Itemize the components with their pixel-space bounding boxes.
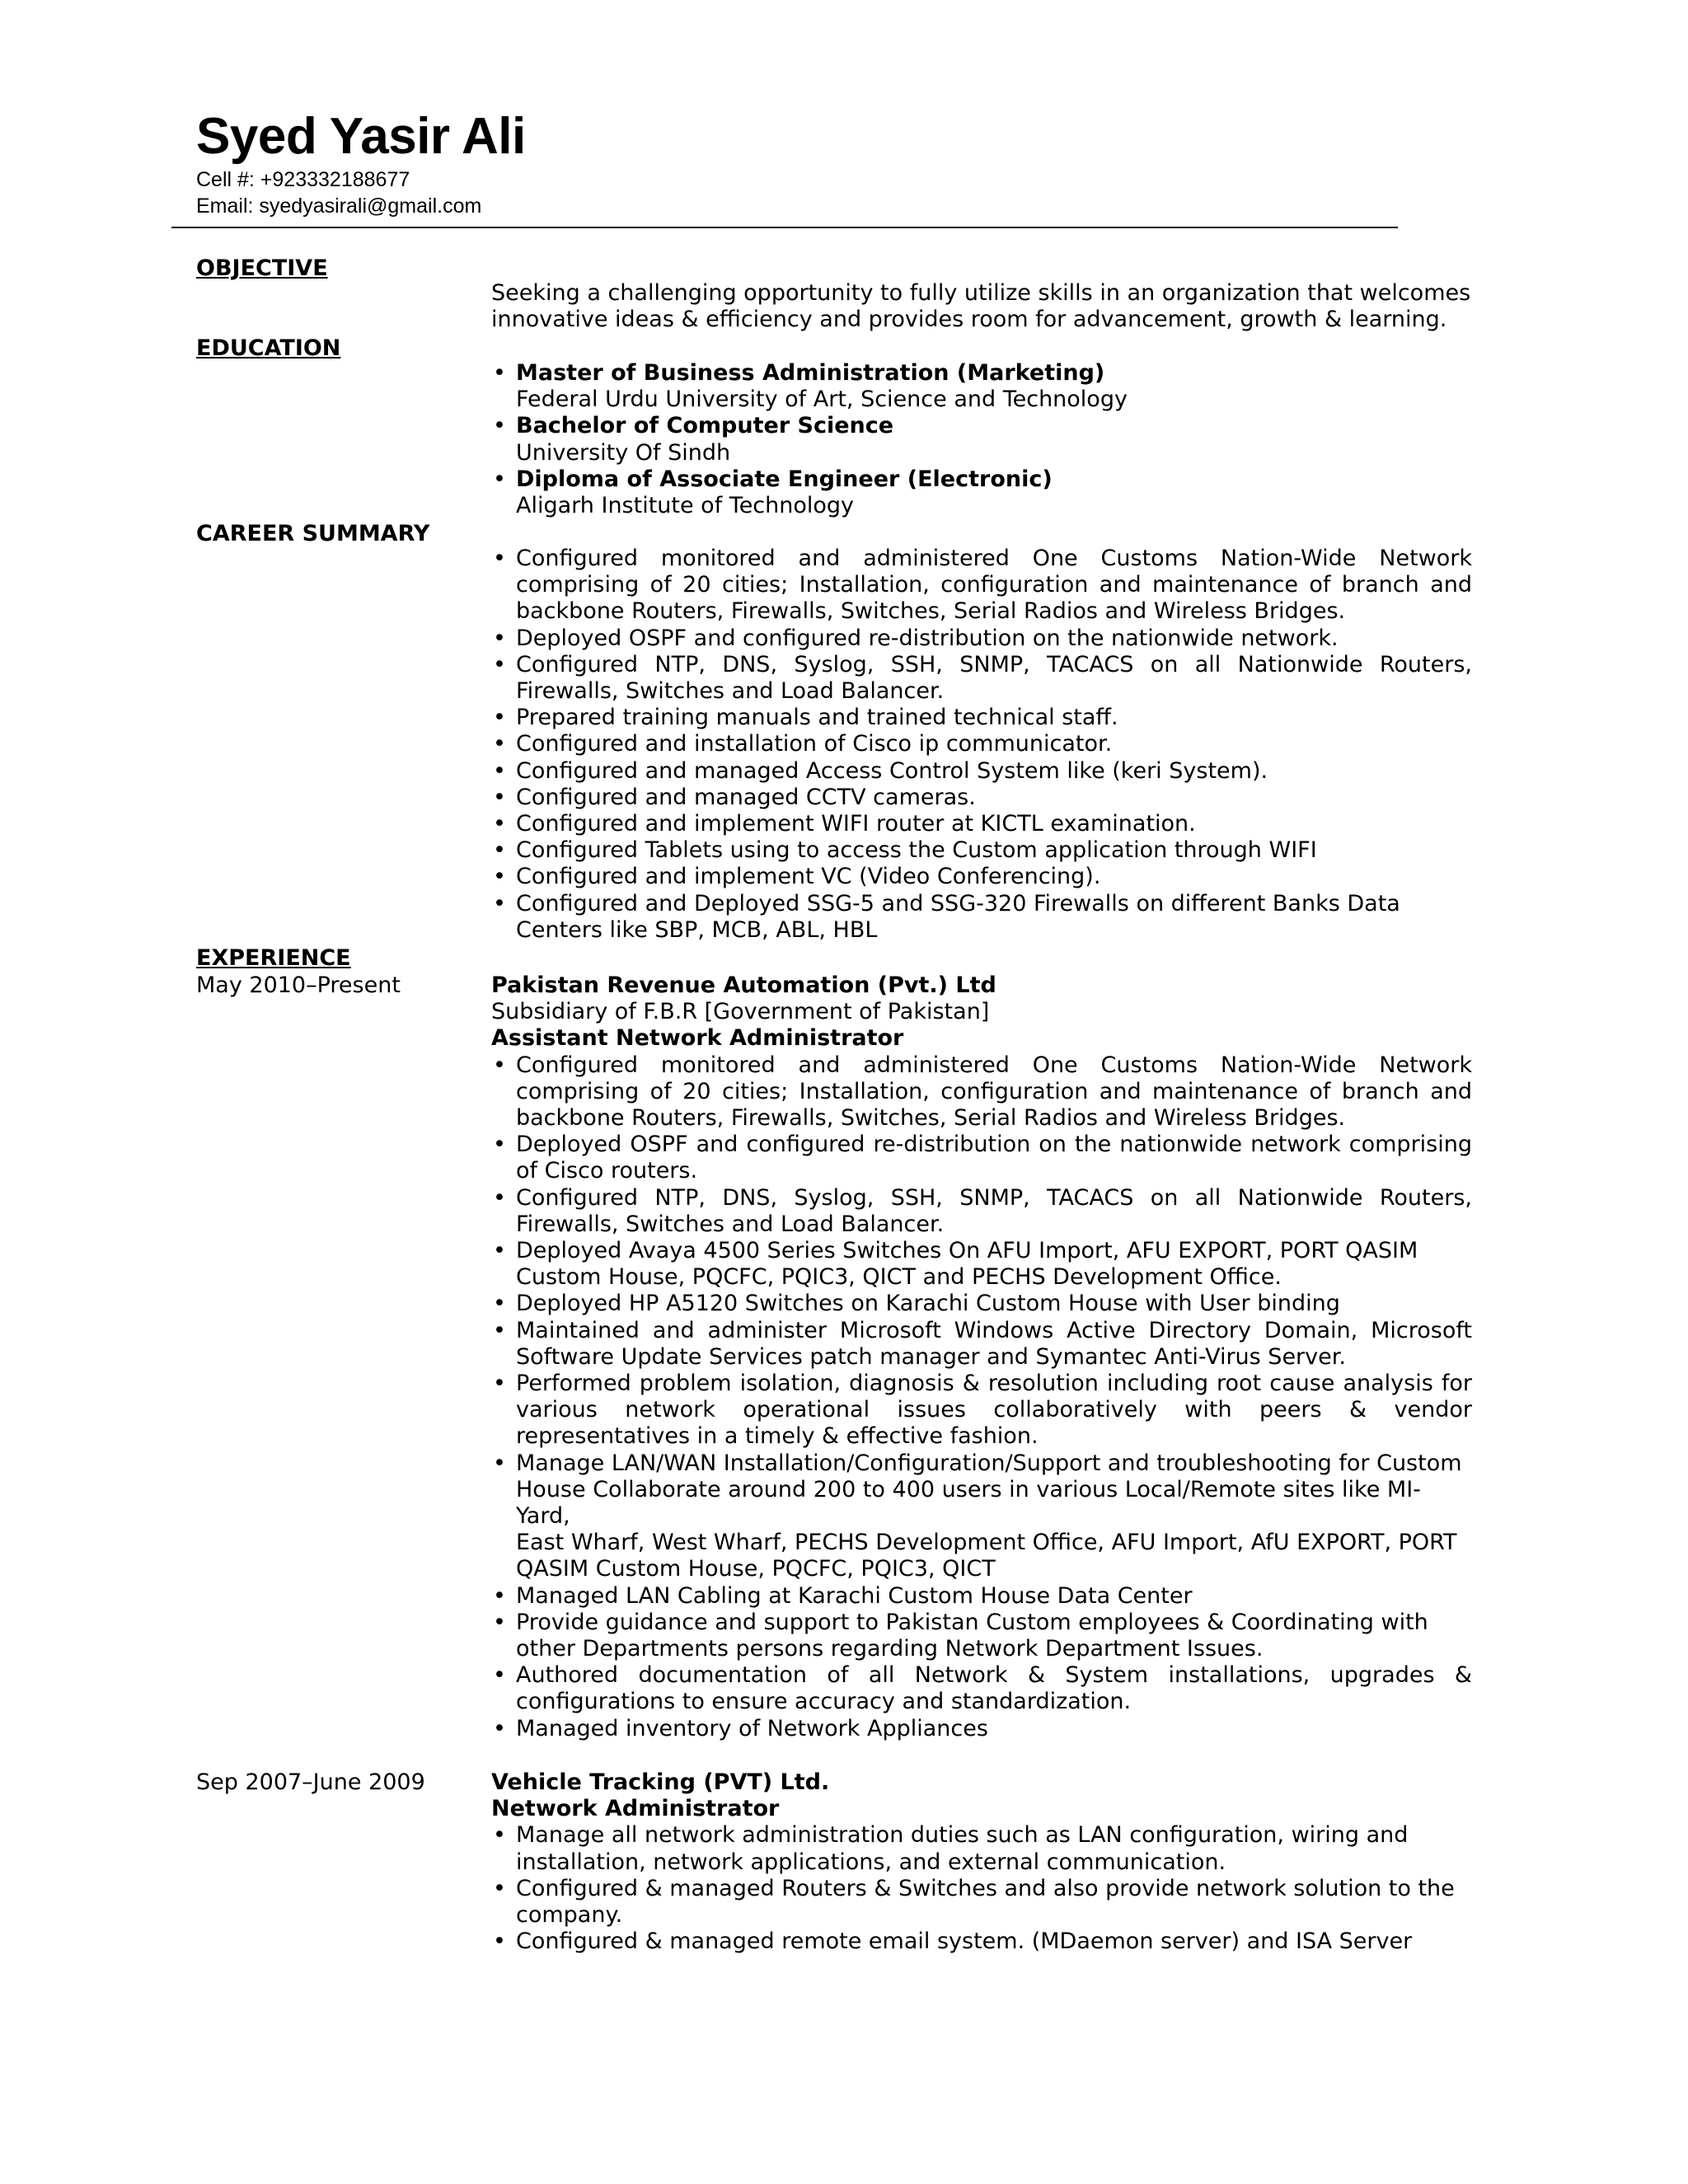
list-item: • Configured and implement VC (Video Conferencing). <box>491 864 1472 890</box>
list-item: • Configured monitored and administered One Customs Nation-Wide Network comprising of 20 cities; Installation, configuration and maintenance of branch and backbone Routers, Firewalls, Switches, Serial Radios and Wireless Bridges. <box>491 1052 1472 1132</box>
list-item: • Configured and managed CCTV cameras. <box>491 785 1472 811</box>
job-title: Network Administrator <box>491 1796 780 1822</box>
list-item: • Manage all network administration duties such as LAN configuration, wiring and installation, network applications, and external communication. <box>491 1822 1472 1875</box>
education-item <box>491 466 1472 519</box>
list-item: • Prepared training manuals and trained technical staff. <box>491 705 1472 731</box>
list-item: • Configured & managed Routers & Switches and also provide network solution to the company. <box>491 1876 1472 1929</box>
list-item: • Configured Tablets using to access the Custom application through WIFI <box>491 837 1472 864</box>
school: University Of Sindh <box>516 439 731 466</box>
company-name: Vehicle Tracking (PVT) Ltd. <box>491 1769 830 1795</box>
education-list <box>491 360 1472 519</box>
header-divider <box>171 227 1398 228</box>
list-item: • Configured NTP, DNS, Syslog, SSH, SNMP, TACACS on all Nationwide Routers, Firewalls, Switches and Load Balancer. <box>491 652 1472 705</box>
education-item <box>491 360 1472 413</box>
school: Aligarh Institute of Technology <box>516 493 855 519</box>
career-summary-list <box>491 546 1472 944</box>
career-summary-heading: CAREER SUMMARY <box>196 521 430 546</box>
degree: • Diploma of Associate Engineer (Electronic) <box>516 466 1053 492</box>
experience-2 <box>491 1769 1472 1955</box>
experience-1-dates: May 2010–Present <box>196 972 401 998</box>
list-item: • Performed problem isolation, diagnosis & resolution including root cause analysis for various network operational issues collaboratively with peers & vendor representatives in a timely & effective fashion. <box>491 1371 1472 1451</box>
list-item: • Configured monitored and administered One Customs Nation-Wide Network comprising of 20 cities; Installation, configuration and maintenance of branch and backbone Routers, Firewalls, Switches, Serial Radios and Wireless Bridges. <box>491 546 1472 626</box>
list-item: • Managed LAN Cabling at Karachi Custom House Data Center <box>491 1583 1472 1610</box>
list-item: • Configured and installation of Cisco ip communicator. <box>491 731 1472 757</box>
degree: • Master of Business Administration (Marketing) <box>516 360 1105 386</box>
list-item: • Configured and Deployed SSG-5 and SSG-320 Firewalls on different Banks Data Centers like SBP, MCB, ABL, HBL <box>491 891 1472 944</box>
job-title: Assistant Network Administrator <box>491 1025 904 1052</box>
list-item: • Deployed OSPF and configured re-distribution on the nationwide network comprising of Cisco routers. <box>491 1132 1472 1184</box>
school: Federal Urdu University of Art, Science and Technology <box>516 387 1128 413</box>
email-address: Email: syedyasirali@gmail.com <box>196 194 482 218</box>
cell-number: Cell #: +923332188677 <box>196 168 410 191</box>
company-subsidiary: Subsidiary of F.B.R [Government of Pakistan] <box>491 999 990 1025</box>
experience-1 <box>491 972 1472 1742</box>
education-item <box>491 413 1472 466</box>
list-item: • Deployed OSPF and configured re-distribution on the nationwide network. <box>491 626 1472 652</box>
list-item: • Configured and implement WIFI router at KICTL examination. <box>491 811 1472 837</box>
list-item: • Configured and managed Access Control System like (keri System). <box>491 758 1472 785</box>
list-item: • Configured NTP, DNS, Syslog, SSH, SNMP, TACACS on all Nationwide Routers, Firewalls, Switches and Load Balancer. <box>491 1185 1472 1238</box>
experience-2-dates: Sep 2007–June 2009 <box>196 1769 425 1795</box>
education-heading: EDUCATION <box>196 335 341 361</box>
candidate-name: Syed Yasir Ali <box>196 108 526 165</box>
objective-heading: OBJECTIVE <box>196 255 328 281</box>
list-item: • Deployed HP A5120 Switches on Karachi Custom House with User binding <box>491 1291 1472 1317</box>
list-item: • Maintained and administer Microsoft Windows Active Directory Domain, Microsoft Software Update Services patch manager and Symantec Anti-Virus Server. <box>491 1318 1472 1371</box>
list-item: • Provide guidance and support to Pakistan Custom employees & Coordinating with other Departments persons regarding Network Department Issues. <box>491 1610 1472 1662</box>
company-name: Pakistan Revenue Automation (Pvt.) Ltd <box>491 972 996 998</box>
list-item: • Configured & managed remote email system. (MDaemon server) and ISA Server <box>491 1929 1472 1955</box>
experience-heading: EXPERIENCE <box>196 945 351 971</box>
list-item: • Manage LAN/WAN Installation/Configuration/Support and troubleshooting for Custom House Collaborate around 200 to 400 users in various Local/Remote sites like MI-Yard, East Wharf, West Wharf, PECHS Development Office, AFU Import, AfU EXPORT, PORT QASIM Custom House, PQCFC, PQIC3, QICT <box>491 1451 1472 1583</box>
degree: • Bachelor of Computer Science <box>516 413 894 439</box>
objective-text: Seeking a challenging opportunity to fully utilize skills in an organization that welcomes innovative ideas & efficiency and provides room for advancement, growth & learning. <box>491 280 1471 333</box>
list-item: • Authored documentation of all Network & System installations, upgrades & configurations to ensure accuracy and standardization. <box>491 1662 1472 1715</box>
list-item: • Deployed Avaya 4500 Series Switches On AFU Import, AFU EXPORT, PORT QASIM Custom House, PQCFC, PQIC3, QICT and PECHS Development Office. <box>491 1238 1472 1291</box>
list-item: • Managed inventory of Network Appliances <box>491 1716 1472 1742</box>
resume-header <box>196 107 526 219</box>
